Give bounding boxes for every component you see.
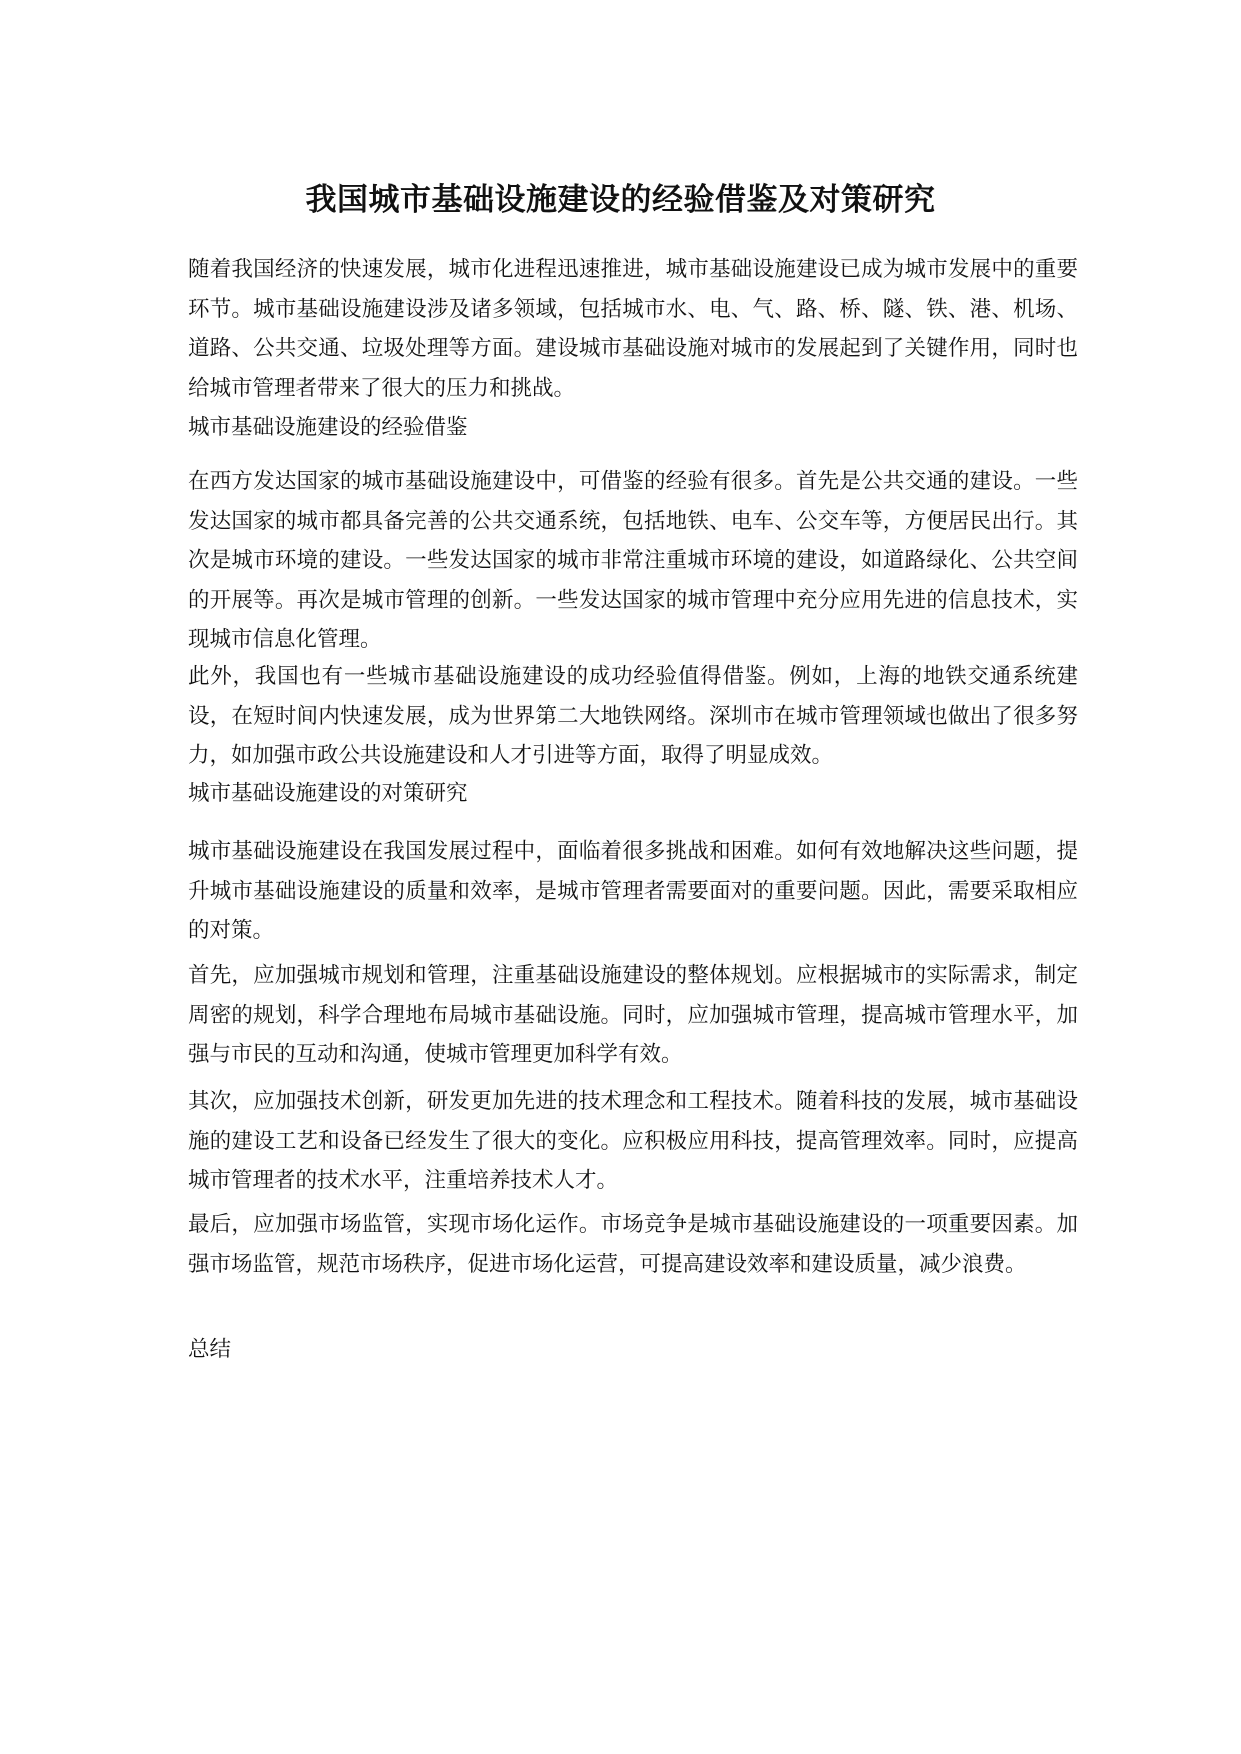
paragraph-first-measure: 首先，应加强城市规划和管理，注重基础设施建设的整体规划。应根据城市的实际需求，制定周密的规划，科学合理地布局城市基础设施。同时，应加强城市管理，提高城市管理水平，加强与市民的互动和沟通，使城市管理更加科学有效。 bbox=[188, 963, 1078, 1067]
paragraph-second-measure: 其次，应加强技术创新，研发更加先进的技术理念和工程技术。随着科技的发展，城市基础设施的建设工艺和设备已经发生了很大的变化。应积极应用科技，提高管理效率。同时，应提高城市管理者的技术水平，注重培养技术人才。 bbox=[188, 1089, 1078, 1193]
section-heading-countermeasures: 城市基础设施建设的对策研究 bbox=[188, 781, 468, 806]
paragraph-challenges: 城市基础设施建设在我国发展过程中，面临着很多挑战和困难。如何有效地解决这些问题，提升城市基础设施建设的质量和效率，是城市管理者需要面对的重要问题。因此，需要采取相应的对策。 bbox=[188, 839, 1078, 943]
paragraph-domestic-experience: 此外，我国也有一些城市基础设施建设的成功经验值得借鉴。例如，上海的地铁交通系统建设，在短时间内快速发展，成为世界第二大地铁网络。深圳市在城市管理领域也做出了很多努力，如加强市政公共设施建设和人才引进等方面，取得了明显成效。 bbox=[188, 664, 1078, 768]
paragraph-third-measure: 最后，应加强市场监管，实现市场化运作。市场竞争是城市基础设施建设的一项重要因素。加强市场监管，规范市场秩序，促进市场化运营，可提高建设效率和建设质量，减少浪费。 bbox=[188, 1212, 1078, 1277]
document-title: 我国城市基础设施建设的经验借鉴及对策研究 bbox=[305, 182, 936, 218]
section-heading-summary: 总结 bbox=[188, 1337, 232, 1362]
section-heading-experience: 城市基础设施建设的经验借鉴 bbox=[188, 415, 468, 440]
paragraph-intro: 随着我国经济的快速发展，城市化进程迅速推进，城市基础设施建设已成为城市发展中的重要环节。城市基础设施建设涉及诸多领域，包括城市水、电、气、路、桥、隧、铁、港、机场、道路、公共交通、垃圾处理等方面。建设城市基础设施对城市的发展起到了关键作用，同时也给城市管理者带来了很大的压力和挑战。 bbox=[188, 257, 1078, 401]
paragraph-western-experience: 在西方发达国家的城市基础设施建设中，可借鉴的经验有很多。首先是公共交通的建设。一些发达国家的城市都具备完善的公共交通系统，包括地铁、电车、公交车等，方便居民出行。其次是城市环境的建设。一些发达国家的城市非常注重城市环境的建设，如道路绿化、公共空间的开展等。再次是城市管理的创新。一些发达国家的城市管理中充分应用先进的信息技术，实现城市信息化管理。 bbox=[188, 469, 1078, 652]
